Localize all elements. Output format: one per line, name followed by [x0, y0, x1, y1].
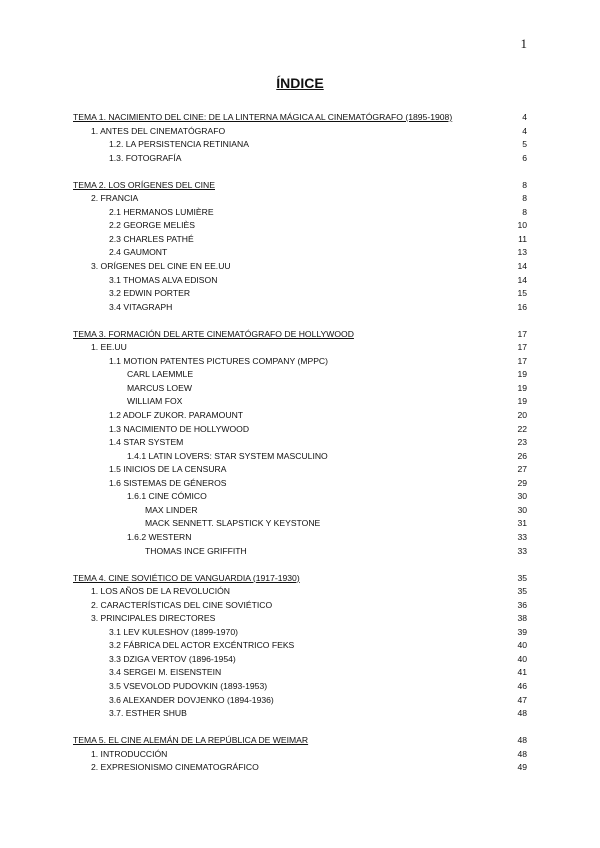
toc-chapter-entry	[0, 179, 600, 192]
toc-entry-page: 5	[522, 139, 527, 150]
toc-entry	[0, 626, 600, 639]
toc-entry-title: 3.2 EDWIN PORTER	[109, 288, 191, 299]
toc-entry-page: 14	[517, 274, 527, 285]
toc-entry-title: 2.2 GEORGE MELIÈS	[109, 220, 195, 231]
toc-entry	[0, 301, 600, 314]
toc-entry-title: 1.2 ADOLF ZUKOR. PARAMOUNT	[109, 410, 244, 420]
toc-entry-page: 22	[517, 423, 527, 434]
toc-entry-title: 3. ORÍGENES DEL CINE EN EE.UU	[91, 261, 231, 271]
toc-entry-page: 19	[517, 396, 527, 407]
toc-entry	[0, 761, 600, 774]
toc-entry-title: 3.7. ESTHER SHUB	[109, 708, 187, 719]
toc-entry-title: TEMA 4. CINE SOVIÉTICO DE VANGUARDIA (1917-1930)	[73, 572, 300, 583]
toc-entry-page: 31	[517, 518, 527, 529]
toc-entry-title: 1.3 NACIMIENTO DE HOLLYWOOD	[109, 423, 250, 434]
toc-entry-page: 16	[517, 301, 527, 312]
toc-entry-page: 17	[517, 342, 527, 353]
toc-entry-title: 2.3 CHARLES PATHÉ	[109, 233, 194, 244]
toc-entry	[0, 206, 600, 219]
toc-entry-title: 1.2. LA PERSISTENCIA RETINIANA	[109, 139, 249, 150]
toc-entry-title: 1. INTRODUCCIÓN	[91, 748, 168, 759]
toc-entry-title: 2.1 HERMANOS LUMIÈRE	[109, 206, 214, 217]
toc-entry-title: 1. ANTES DEL CINEMATÓGRAFO	[91, 125, 226, 136]
toc-entry-title: THOMAS INCE GRIFFITH	[145, 545, 247, 556]
toc-entry-page: 48	[517, 735, 527, 746]
toc-entry	[0, 666, 600, 679]
toc-entry	[0, 246, 600, 259]
toc-entry	[0, 436, 600, 449]
toc-entry	[0, 639, 600, 652]
toc-entry	[0, 504, 600, 517]
toc-entry	[0, 219, 600, 232]
toc-entry-page: 6	[522, 152, 527, 163]
toc-entry	[0, 152, 600, 165]
toc-entry	[0, 531, 600, 544]
toc-entry-title: 1.1 MOTION PATENTES PICTURES COMPANY (MPPC)	[109, 355, 329, 366]
toc-entry-title: 1.3. FOTOGRAFÍA	[109, 152, 182, 163]
toc-entry	[0, 382, 600, 395]
toc-entry	[0, 450, 600, 463]
toc-entry-page: 39	[517, 626, 527, 637]
toc-entry-page: 29	[517, 477, 527, 488]
toc-chapter-entry	[0, 572, 600, 585]
toc-entry-title: 1. EE.UU	[91, 342, 127, 353]
toc-entry-page: 30	[517, 491, 527, 502]
toc-entry-page: 4	[522, 112, 527, 122]
toc-entry-title: MAX LINDER	[145, 504, 198, 515]
toc-entry-page: 35	[517, 572, 527, 583]
toc-entry-title: TEMA 5. EL CINE ALEMÁN DE LA REPÚBLICA DE WEIMAR	[73, 735, 309, 746]
toc-entry	[0, 287, 600, 300]
toc-entry	[0, 585, 600, 598]
toc-entry	[0, 490, 600, 503]
toc-entry-title: 3. PRINCIPALES DIRECTORES	[91, 613, 216, 624]
toc-entry-title: TEMA 3. FORMACIÓN DEL ARTE CINEMATÓGRAFO DE HOLLYWOOD	[73, 328, 354, 339]
toc-entry	[0, 233, 600, 246]
toc-entry-page: 30	[517, 504, 527, 515]
toc-entry-page: 48	[517, 748, 527, 759]
toc-chapter-entry	[0, 111, 600, 124]
toc-entry	[0, 395, 600, 408]
toc-entry-title: 2. CARACTERÍSTICAS DEL CINE SOVIÉTICO	[91, 599, 273, 610]
toc-entry-page: 23	[517, 437, 527, 448]
toc-entry-page: 11	[518, 233, 527, 244]
toc-entry	[0, 355, 600, 368]
page-number: 1	[520, 36, 527, 51]
toc-entry-title: 1.4 STAR SYSTEM	[109, 437, 184, 448]
toc-entry-title: 1.5 INICIOS DE LA CENSURA	[109, 464, 227, 475]
toc-entry-title: 3.5 VSEVOLOD PUDOVKIN (1893-1953)	[109, 680, 268, 691]
toc-entry-page: 4	[522, 125, 527, 136]
toc-entry	[0, 680, 600, 693]
toc-entry-page: 41	[517, 667, 527, 678]
toc-entry-title: TEMA 2. LOS ORÍGENES DEL CINE	[73, 179, 215, 190]
toc-entry-page: 49	[517, 762, 527, 773]
toc-entry-page: 13	[517, 247, 527, 258]
toc-entry	[0, 707, 600, 720]
toc-entry-page: 10	[517, 220, 527, 231]
toc-entry-page: 8	[522, 206, 527, 217]
toc-entry-page: 8	[522, 193, 527, 204]
toc-entry	[0, 748, 600, 761]
toc-entry-page: 40	[517, 653, 527, 664]
toc-entry-title: 2.4 GAUMONT	[109, 247, 168, 258]
toc-entry-page: 26	[517, 450, 527, 461]
toc-entry-title: 3.2 FÁBRICA DEL ACTOR EXCÉNTRICO FEKS	[109, 640, 295, 651]
toc-entry-page: 33	[517, 545, 527, 556]
toc-entry-page: 15	[517, 288, 527, 299]
toc-entry-page: 46	[517, 680, 527, 691]
toc-entry-title: 3.3 DZIGA VERTOV (1896-1954)	[109, 653, 236, 664]
toc-entry-page: 48	[517, 708, 527, 719]
toc-entry-page: 35	[517, 586, 527, 597]
toc-entry-title: 3.1 THOMAS ALVA EDISON	[109, 274, 218, 285]
toc-entry	[0, 545, 600, 558]
toc-entry-title: MACK SENNETT. SLAPSTICK Y KEYSTONE	[145, 518, 321, 529]
toc-entry	[0, 274, 600, 287]
toc-entry-title: 1. LOS AÑOS DE LA REVOLUCIÓN	[91, 586, 230, 597]
toc-entry-page: 14	[517, 261, 527, 271]
page-title: ÍNDICE	[276, 75, 324, 91]
toc-entry-page: 40	[517, 640, 527, 651]
toc-entry	[0, 409, 600, 422]
toc-entry-page: 19	[517, 369, 527, 380]
toc-entry-title: 1.4.1 LATIN LOVERS: STAR SYSTEM MASCULINO	[127, 450, 328, 461]
toc-entry	[0, 517, 600, 530]
toc-entry-page: 17	[517, 328, 527, 339]
toc-entry-title: 3.4 SERGEI M. EISENSTEIN	[109, 667, 222, 678]
toc-entry	[0, 694, 600, 707]
toc-entry-title: 3.4 VITAGRAPH	[109, 301, 173, 312]
toc-entry-title: 3.1 LEV KULESHOV (1899-1970)	[109, 626, 238, 637]
toc-entry	[0, 612, 600, 625]
toc-entry-title: WILLIAM FOX	[127, 396, 183, 407]
toc-chapter-entry	[0, 328, 600, 341]
toc-entry-title: 3.6 ALEXANDER DOVJENKO (1894-1936)	[109, 694, 274, 705]
toc-entry	[0, 125, 600, 138]
toc-entry-page: 20	[517, 410, 527, 420]
toc-entry-title: TEMA 1. NACIMIENTO DEL CINE: DE LA LINTERNA MÁGICA AL CINEMATÓGRAFO (1895-1908)	[73, 112, 453, 122]
toc-entry-page: 19	[517, 382, 527, 393]
toc-entry-title: CARL LAEMMLE	[127, 369, 194, 380]
toc-entry	[0, 260, 600, 273]
toc-entry-page: 27	[517, 464, 527, 475]
toc-entry	[0, 138, 600, 151]
toc-chapter-entry	[0, 734, 600, 747]
toc-entry-title: 2. FRANCIA	[91, 193, 139, 204]
toc-entry-page: 17	[517, 355, 527, 366]
toc-entry-title: 1.6.2 WESTERN	[127, 531, 192, 542]
toc-entry-title: 1.6.1 CINE CÓMICO	[127, 491, 207, 502]
toc-entry	[0, 653, 600, 666]
toc-entry-page: 33	[517, 531, 527, 542]
toc-entry-page: 47	[517, 694, 527, 705]
toc-entry-title: 2. EXPRESIONISMO CINEMATOGRÁFICO	[91, 762, 259, 773]
toc-entry	[0, 423, 600, 436]
toc-entry	[0, 341, 600, 354]
toc-entry	[0, 192, 600, 205]
toc-entry-page: 38	[517, 613, 527, 624]
toc-entry	[0, 477, 600, 490]
toc-entry	[0, 368, 600, 381]
toc-entry-title: MARCUS LOEW	[127, 382, 192, 393]
toc-entry-page: 36	[517, 599, 527, 610]
toc-entry	[0, 599, 600, 612]
toc-entry	[0, 463, 600, 476]
toc-entry-page: 8	[522, 179, 527, 190]
toc-entry-title: 1.6 SISTEMAS DE GÉNEROS	[109, 477, 227, 488]
